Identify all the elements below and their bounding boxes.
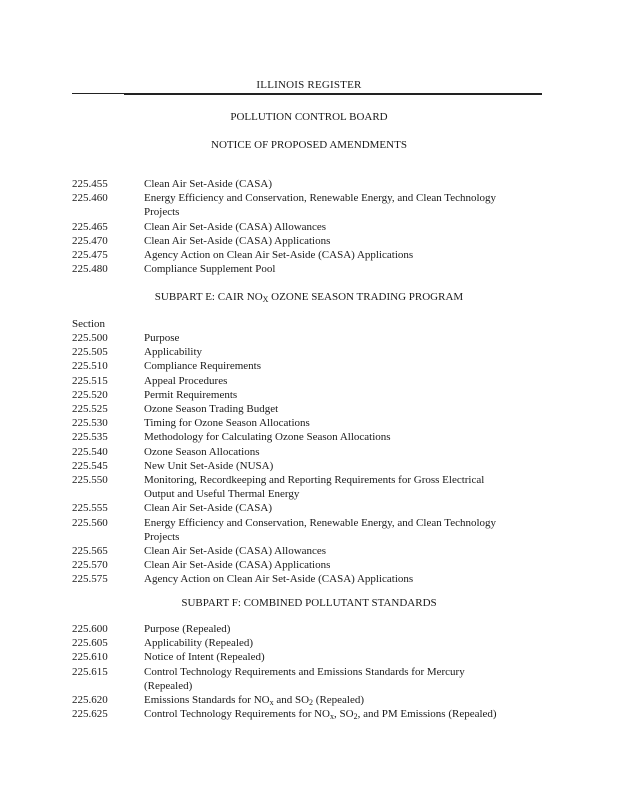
list-item: 225.535 Methodology for Calculating Ozone Season Allocations <box>72 431 391 444</box>
list-item: 225.610 Notice of Intent (Repealed) <box>72 651 265 664</box>
subpart-f-heading: SUBPART F: COMBINED POLLUTANT STANDARDS <box>181 597 437 609</box>
list-item: 225.470 Clean Air Set-Aside (CASA) Applications <box>72 234 331 247</box>
publication-title: ILLINOIS REGISTER <box>256 79 362 91</box>
board-title: POLLUTION CONTROL BOARD <box>230 111 388 123</box>
section-list-1 <box>72 177 542 276</box>
list-item: 225.540 Ozone Season Allocations <box>72 445 260 458</box>
notice-title: NOTICE OF PROPOSED AMENDMENTS <box>211 139 407 151</box>
list-item: 225.615 Control Technology Requirements and Emissions Standards for Mercury <box>72 665 465 678</box>
list-item: 225.480 Compliance Supplement Pool <box>72 263 276 276</box>
list-item: 225.625 Control Technology Requirements for $NO_x$, $SO_2$, and PM Emissions (Repealed) <box>72 708 497 722</box>
list-item: 225.525 Ozone Season Trading Budget <box>72 403 279 416</box>
section-label: Section <box>72 318 105 330</box>
list-item-continuation: Projects <box>144 206 180 219</box>
list-item: 225.465 Clean Air Set-Aside (CASA) Allowances <box>72 220 327 233</box>
list-item: 225.555 Clean Air Set-Aside (CASA) <box>72 502 273 515</box>
list-item: 225.500 Purpose <box>72 332 180 344</box>
register-header <box>0 78 618 92</box>
list-item: 225.455 Clean Air Set-Aside (CASA) <box>72 178 273 190</box>
list-item: 225.570 Clean Air Set-Aside (CASA) Applications <box>72 559 331 572</box>
header-rule-short <box>72 93 124 94</box>
list-item: 225.530 Timing for Ozone Season Allocations <box>72 417 310 430</box>
list-item: 225.550 Monitoring, Recordkeeping and Reporting Requirements for Gross Electrical <box>72 474 485 487</box>
list-item-continuation: Output and Useful Thermal Energy <box>144 488 300 501</box>
list-item: 225.605 Applicability (Repealed) <box>72 637 254 650</box>
list-item: 225.460 Energy Efficiency and Conservation, Renewable Energy, and Clean Technology <box>72 192 497 205</box>
list-item: 225.565 Clean Air Set-Aside (CASA) Allowances <box>72 545 327 558</box>
header-rule-long <box>124 93 542 95</box>
list-item: 225.600 Purpose (Repealed) <box>72 623 231 635</box>
list-item-continuation: Projects <box>144 530 180 543</box>
list-item: 225.475 Agency Action on Clean Air Set-Aside (CASA) Applications <box>72 249 414 262</box>
section-list-3 <box>72 622 542 721</box>
list-item: 225.520 Permit Requirements <box>72 388 238 401</box>
list-item: 225.620 Emissions Standards for $NO_x$ and $SO_2$ (Repealed) <box>72 694 365 708</box>
subpart-e-heading: SUBPART E: CAIR $NO_X$ OZONE SEASON TRADING PROGRAM <box>154 291 464 304</box>
list-item: 225.575 Agency Action on Clean Air Set-Aside (CASA) Applications <box>72 573 414 586</box>
list-item-continuation: (Repealed) <box>144 679 193 692</box>
list-item: 225.515 Appeal Procedures <box>72 374 228 387</box>
list-item: 225.545 New Unit Set-Aside (NUSA) <box>72 459 274 472</box>
list-item: 225.510 Compliance Requirements <box>72 360 261 373</box>
section-list-2 <box>72 331 542 587</box>
list-item: 225.505 Applicability <box>72 346 203 359</box>
list-item: 225.560 Energy Efficiency and Conservation, Renewable Energy, and Clean Technology <box>72 516 497 529</box>
